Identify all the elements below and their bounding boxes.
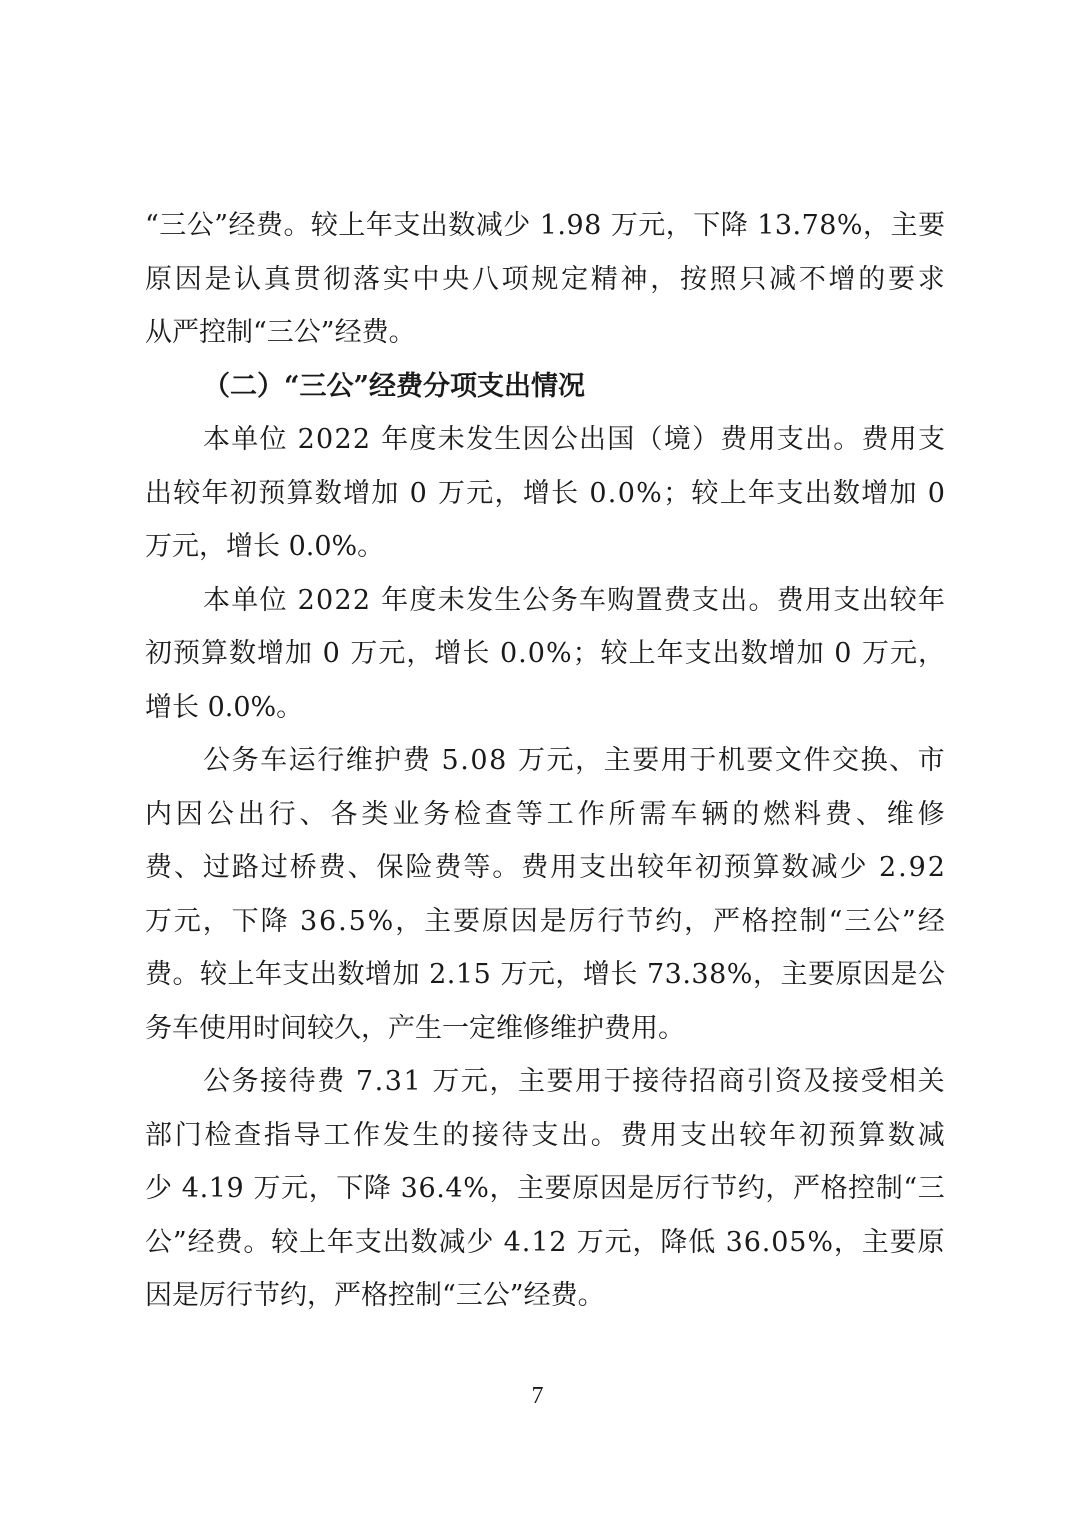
section-heading-text: （二）“三公”经费分项支出情况 — [203, 370, 586, 402]
text-run: 因是厉行节约，严格控制“三公”经费。 — [145, 1280, 605, 1311]
text-run: 初 预 算 数 增 加 0 万 元 ， 增 长 0 . 0 % ； 较 上 年 支 出 数 增 加 0 万 元 ， — [145, 638, 945, 669]
text-run: 本 单 位 2 0 2 2 年 度 未 发 生 公 务 车 购 置 费 支 出 。 费 用 支 出 较 年 — [203, 584, 945, 616]
text-line — [145, 841, 945, 895]
text-line — [145, 788, 945, 842]
text-run: 万元，增长 0.0%。 — [145, 531, 385, 562]
text-line — [145, 520, 945, 574]
section-heading — [145, 360, 945, 414]
text-run: 内 因 公 出 行 、 各 类 业 务 检 查 等 工 作 所 需 车 辆 的 燃 料 费 、 维 修 — [145, 798, 945, 830]
text-line — [145, 734, 945, 788]
text-run: 务车使用时间较久，产生一定维修维护费用。 — [145, 1012, 685, 1044]
text-run: 从严控制“三公”经费。 — [145, 317, 416, 348]
text-line — [145, 681, 945, 735]
text-run: 部 门 检 查 指 导 工 作 发 生 的 接 待 支 出 。 费 用 支 出 较 年 初 预 算 数 减 — [145, 1119, 945, 1151]
text-line — [145, 467, 945, 521]
text-line — [145, 413, 945, 467]
text-line — [145, 1162, 945, 1216]
text-line — [145, 1269, 945, 1323]
text-run: 费 、 过 路 过 桥 费 、 保 险 费 等 。 费 用 支 出 较 年 初 预 算 数 减 少 2 . 9 2 — [145, 852, 945, 883]
text-line — [145, 1216, 945, 1270]
page-number: 7 — [531, 1383, 544, 1409]
text-run: 原 因 是 认 真 贯 彻 落 实 中 央 八 项 规 定 精 神 ， 按 照 只 减 不 增 的 要 求 — [145, 263, 945, 295]
text-line — [145, 1055, 945, 1109]
text-run: 公 ” 经 费 。 较 上 年 支 出 数 减 少 4 . 1 2 万 元 ， 降 低 3 6 . 0 5 % ， 主 要 原 — [145, 1226, 945, 1258]
text-line — [145, 627, 945, 681]
text-line — [145, 948, 945, 1002]
text-line — [145, 895, 945, 949]
text-run: 万 元 ， 下 降 3 6 . 5 % ， 主 要 原 因 是 厉 行 节 约 ， 严 格 控 制 “ 三 公 ” 经 — [145, 905, 945, 937]
text-line — [145, 574, 945, 628]
text-run: 公 务 接 待 费 7 . 3 1 万 元 ， 主 要 用 于 接 待 招 商 引 资 及 接 受 相 关 — [203, 1066, 945, 1097]
text-line — [145, 1109, 945, 1163]
text-run: 增长 0.0%。 — [145, 691, 304, 723]
text-line — [145, 306, 945, 360]
text-run: 费 。 较 上 年 支 出 数 增 加 2 . 1 5 万 元 ， 增 长 7 3 . 3 8 % ， 主 要 原 因 是 公 — [145, 959, 945, 990]
document-body — [145, 199, 945, 1323]
text-run: 本 单 位 2 0 2 2 年 度 未 发 生 因 公 出 国 （ 境 ） 费 用 支 出 。 费 用 支 — [203, 424, 945, 455]
text-run: 少 4 . 1 9 万 元 ， 下 降 3 6 . 4 % ， 主 要 原 因 是 厉 行 节 约 ， 严 格 控 制 “ 三 — [145, 1173, 945, 1204]
text-line — [145, 253, 945, 307]
text-line — [145, 1002, 945, 1056]
text-run: “ 三 公 ” 经 费 。 较 上 年 支 出 数 减 少 1 . 9 8 万 元 ， 下 降 1 3 . 7 8 % ， 主 要 — [145, 210, 945, 241]
text-line — [145, 199, 945, 253]
text-run: 出 较 年 初 预 算 数 增 加 0 万 元 ， 增 长 0 . 0 % ； 较 上 年 支 出 数 增 加 0 — [145, 477, 945, 509]
text-run: 公 务 车 运 行 维 护 费 5 . 0 8 万 元 ， 主 要 用 于 机 要 文 件 交 换 、 市 — [203, 745, 945, 776]
